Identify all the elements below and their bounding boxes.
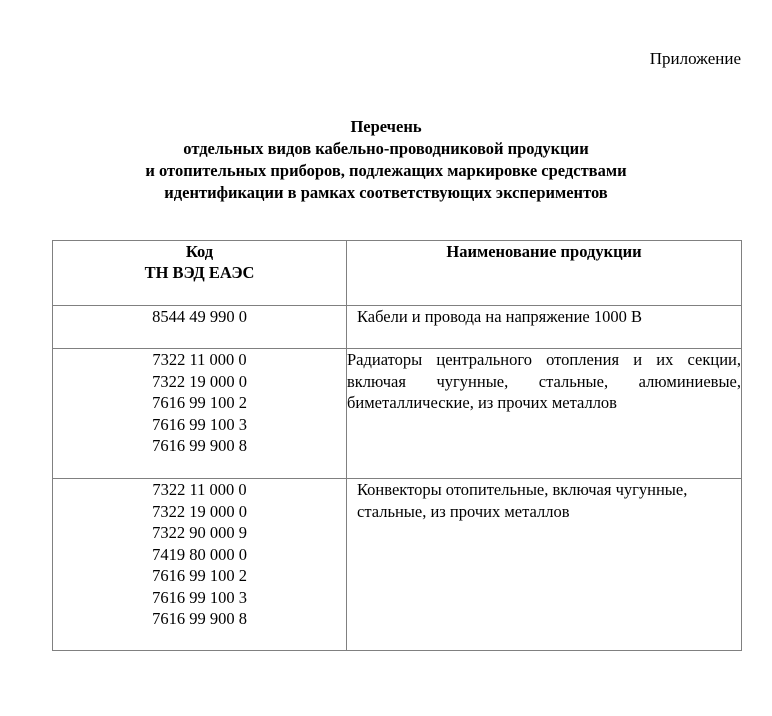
code-cell	[53, 306, 347, 349]
code-value: 7616 99 100 2	[152, 566, 247, 585]
product-name-cell: Кабели и провода на напряжение 1000 В	[347, 306, 742, 349]
table-row	[53, 479, 742, 651]
code-value: 7322 11 000 0	[152, 350, 247, 369]
code-header-line-1: Код	[185, 242, 214, 261]
code-cell	[53, 479, 347, 651]
code-value: 7322 19 000 0	[152, 371, 247, 391]
table-header-row	[53, 241, 742, 306]
name-column-header: Наименование продукции	[347, 241, 742, 306]
code-cell	[53, 349, 347, 479]
product-name-cell: Радиаторы центрального отопления и их секции, включая чугунные, стальные, алюминиевые, биметаллические, из прочих металлов	[347, 349, 742, 479]
document-title	[0, 116, 772, 204]
code-header-line-2: ТН ВЭД ЕАЭС	[144, 263, 255, 282]
title-line-2: отдельных видов кабельно-проводниковой продукции	[183, 139, 589, 158]
title-line-4: идентификации в рамках соответствующих экспериментов	[164, 183, 608, 202]
code-value: 7616 99 100 2	[152, 393, 247, 412]
code-value: 7322 90 000 9	[152, 523, 247, 542]
title-line-1: Перечень	[350, 117, 422, 136]
code-column-header	[53, 241, 347, 306]
code-value: 7616 99 900 8	[152, 609, 247, 628]
table-row	[53, 306, 742, 349]
product-name-cell: Конвекторы отопительные, включая чугунные, стальные, из прочих металлов	[347, 479, 742, 651]
code-value: 7616 99 100 3	[152, 587, 247, 607]
table-row	[53, 349, 742, 479]
code-value: 7616 99 100 3	[152, 414, 247, 434]
code-value: 7322 11 000 0	[152, 480, 247, 499]
code-value: 7322 19 000 0	[152, 501, 247, 521]
code-value: 7419 80 000 0	[152, 544, 247, 564]
code-value: 8544 49 990 0	[152, 307, 247, 326]
product-table	[52, 240, 742, 651]
title-line-3: и отопительных приборов, подлежащих маркировке средствами	[145, 161, 627, 180]
appendix-label: Приложение	[649, 49, 741, 68]
code-value: 7616 99 900 8	[152, 436, 247, 455]
